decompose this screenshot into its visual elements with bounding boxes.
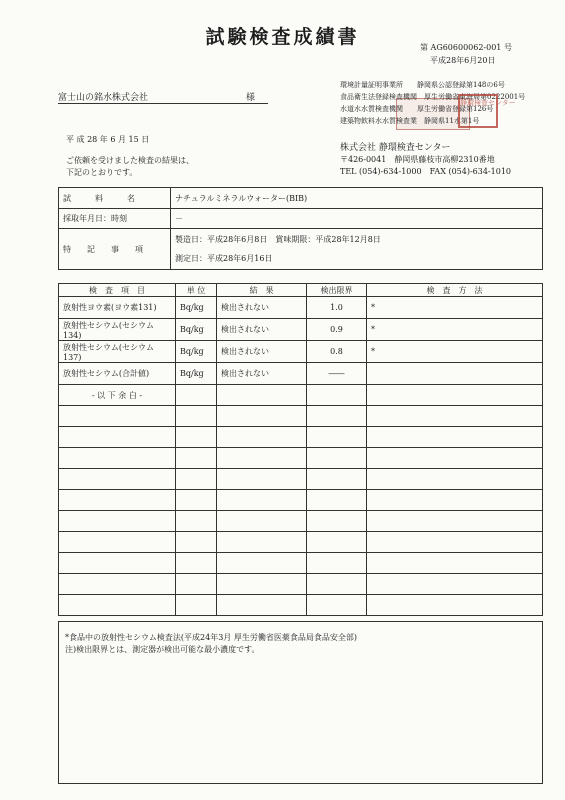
method-cell: * <box>367 297 543 319</box>
unit-cell: Bq/kg <box>176 341 217 363</box>
header-limit: 検出限界 <box>307 284 367 297</box>
item-cell: 放射性セシウム(セシウム134) <box>59 319 176 341</box>
table-row <box>59 490 543 511</box>
addressee: 富士山の銘水株式会社 <box>58 93 149 103</box>
note-line: *食品中の放射性セシウム検査法(平成24年3月 厚生労働省医薬食品局食品安全部) <box>65 633 357 642</box>
table-row <box>59 511 543 532</box>
table-row <box>59 448 543 469</box>
intro-text: ご依頼を受けました検査の結果は、 <box>66 156 194 165</box>
table-row <box>59 341 543 363</box>
unit-cell: Bq/kg <box>176 363 217 385</box>
company-name: 株式会社 静環検査センター <box>340 143 451 153</box>
report-date: 平成28年6月20日 <box>430 56 496 65</box>
table-row <box>59 363 543 385</box>
certification-line: 環境計量証明事業所 静岡県公認登録第148の6号 <box>340 81 505 89</box>
sampling-date-value: － <box>171 209 543 229</box>
header-method: 検 査 方 法 <box>367 284 543 297</box>
remarks-label: 特 記 事 項 <box>59 229 171 270</box>
remarks-value <box>171 229 543 270</box>
header-item: 検 査 項 目 <box>59 284 176 297</box>
item-cell: 放射性セシウム(合計値) <box>59 363 176 385</box>
table-row <box>59 553 543 574</box>
unit-cell: Bq/kg <box>176 297 217 319</box>
limit-cell: 1.0 <box>307 297 367 319</box>
note-line: 注)検出限界とは、測定器が検出可能な最小濃度です。 <box>65 645 260 654</box>
document-title: 試験検査成績書 <box>205 26 360 48</box>
intro-text: 下記のとおりです。 <box>66 168 138 177</box>
table-row <box>59 532 543 553</box>
sample-info-table <box>58 187 543 270</box>
sample-name-label: 試 料 名 <box>59 188 171 209</box>
table-row <box>59 574 543 595</box>
item-cell: 放射性ヨウ素(ヨウ素131) <box>59 297 176 319</box>
company-seal: 静環検査センター <box>458 94 498 128</box>
result-cell: 検出されない <box>217 363 307 385</box>
issue-date: 平 成 28 年 6 月 15 日 <box>66 135 150 144</box>
header-result: 結 果 <box>217 284 307 297</box>
result-cell: 検出されない <box>217 319 307 341</box>
results-table <box>58 283 543 616</box>
certification-line: 食品衛生法登録検査機関 厚生労働省東海局第0222001号 <box>340 93 526 101</box>
method-cell <box>367 363 543 385</box>
method-cell: * <box>367 341 543 363</box>
result-cell: 検出されない <box>217 341 307 363</box>
honorific: 様 <box>246 93 256 103</box>
remarks-line: 製造日：平成28年6月8日 賞味期限：平成28年12月8日 <box>175 235 381 244</box>
table-row <box>59 469 543 490</box>
sampling-date-label: 採取年月日：時刻 <box>59 209 171 229</box>
table-row <box>59 297 543 319</box>
table-row <box>59 427 543 448</box>
item-cell: 放射性セシウム(セシウム137) <box>59 341 176 363</box>
result-cell: 検出されない <box>217 297 307 319</box>
addressee-line <box>58 90 268 104</box>
method-cell: * <box>367 319 543 341</box>
remarks-line: 測定日：平成28年6月16日 <box>175 254 273 263</box>
company-contact: TEL (054)-634-1000 FAX (054)-634-1010 <box>340 167 511 176</box>
certification-line: 水道水水質検査機関 厚生労働省登録第126号 <box>340 105 494 113</box>
report-number: 第 AG60600062-001 号 <box>420 43 512 52</box>
limit-cell: 0.9 <box>307 319 367 341</box>
unit-cell: Bq/kg <box>176 319 217 341</box>
company-address: 〒426-0041 静岡県藤枝市高柳2310番地 <box>340 155 495 164</box>
header-unit: 単 位 <box>176 284 217 297</box>
table-row <box>59 595 543 616</box>
limit-cell: 0.8 <box>307 341 367 363</box>
sample-name-value: ナチュラルミネラルウォーター(BIB) <box>171 188 543 209</box>
end-marker: - 以 下 余 白 - <box>59 385 176 406</box>
table-row <box>59 319 543 341</box>
limit-cell: ―― <box>307 363 367 385</box>
table-row <box>59 385 543 406</box>
notes-box <box>58 621 543 784</box>
table-row <box>59 406 543 427</box>
certification-line: 建築物飲料水水質検査業 静岡県11水第1号 <box>340 117 480 125</box>
